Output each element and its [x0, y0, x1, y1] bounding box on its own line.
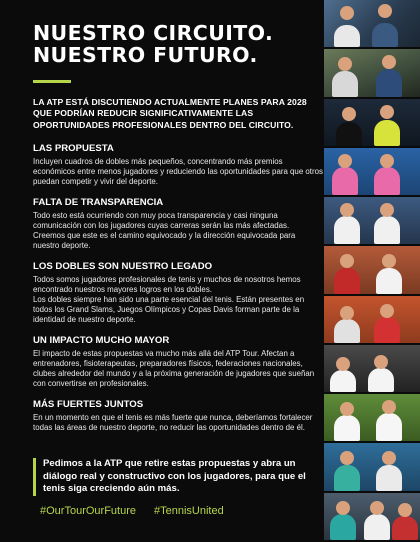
- section-title: UN IMPACTO MUCHO MAYOR: [33, 334, 170, 346]
- section-title: FALTA DE TRANSPARENCIA: [33, 196, 164, 208]
- photo-doubles-team-8: [324, 345, 420, 394]
- hashtag[interactable]: #OurTourOurFuture: [40, 505, 136, 517]
- photo-doubles-team-7: [324, 296, 420, 345]
- poster-content: [33, 22, 323, 443]
- section-body: Incluyen cuadros de dobles más pequeños, concentrando más premios económicos entre menos jugadores y reduciendo las oportunidades para que otros puedan competir y vivir del deporte.: [33, 156, 323, 186]
- photo-doubles-team-3: [324, 99, 420, 148]
- hashtag-row: [40, 505, 224, 517]
- intro-statement: LA ATP ESTÁ DISCUTIENDO ACTUALMENTE PLANES PARA 2028 QUE PODRÍAN REDUCIR SIGNIFICATIVAMENTE LAS OPORTUNIDADES PROFESIONALES DENTRO DEL CIRCUITO.: [33, 97, 307, 130]
- headline-line-2: NUESTRO FUTURO.: [33, 43, 258, 67]
- accent-divider: [33, 80, 71, 83]
- photo-doubles-team-11: [324, 493, 420, 542]
- call-to-action: [33, 458, 323, 496]
- section-paragraph: Todos somos jugadores profesionales de tenis y muchos de nosotros hemos encontrado nuestros mayores logros en los dobles.: [33, 274, 301, 294]
- section-title: LOS DOBLES SON NUESTRO LEGADO: [33, 260, 213, 272]
- photo-doubles-team-5: [324, 197, 420, 246]
- section-transparencia: [33, 197, 323, 251]
- call-to-action-text: Pedimos a la ATP que retire estas propuestas y abra un diálogo real y constructivo con los jugadores, para que el tenis siga creciendo aún más.: [43, 458, 306, 495]
- section-propuesta: [33, 143, 323, 187]
- section-juntos: [33, 399, 323, 433]
- hashtag[interactable]: #TennisUnited: [153, 505, 224, 517]
- section-impacto: [33, 335, 323, 389]
- photo-doubles-team-4: [324, 148, 420, 197]
- headline-line-1: NUESTRO CIRCUITO.: [33, 21, 274, 45]
- photo-doubles-team-1: [324, 0, 420, 49]
- section-title: MÁS FUERTES JUNTOS: [33, 398, 144, 410]
- photo-doubles-team-6: [324, 246, 420, 295]
- player-photo-strip: [324, 0, 420, 542]
- photo-doubles-team-2: [324, 49, 420, 98]
- section-body: Todo esto está ocurriendo con muy poca transparencia y casi ninguna comunicación con los jugadores cuyas carreras serán las más afectadas. Creemos que este es el camino equivocado y la dirección equivocada para nuestro deporte.: [33, 210, 296, 250]
- section-body: [33, 275, 323, 325]
- section-body: El impacto de estas propuestas va mucho más allá del ATP Tour. Afectan a entrenadores, fisioterapeutas, preparadores físicos, federaciones nacionales, clubes alrededor del mundo y a la próxima generación de jugadores que sueñan con convertirse en profesionales.: [33, 348, 315, 388]
- photo-doubles-team-10: [324, 443, 420, 492]
- section-paragraph: Los dobles siempre han sido una parte esencial del tenis. Están presentes en todos los Grand Slams, Juegos Olímpicos y Copas Davis forman parte de la identidad de nuestro deporte.: [33, 294, 305, 324]
- section-title: LAS PROPUESTA: [33, 142, 114, 154]
- photo-doubles-team-9: [324, 394, 420, 443]
- section-legado: [33, 261, 323, 325]
- headline: [33, 22, 323, 66]
- section-body: En un momento en que el tenis es más fuerte que nunca, deberíamos fortalecer todas las áreas de nuestro deporte, no reducir las oportunidades dentro de él.: [33, 412, 313, 432]
